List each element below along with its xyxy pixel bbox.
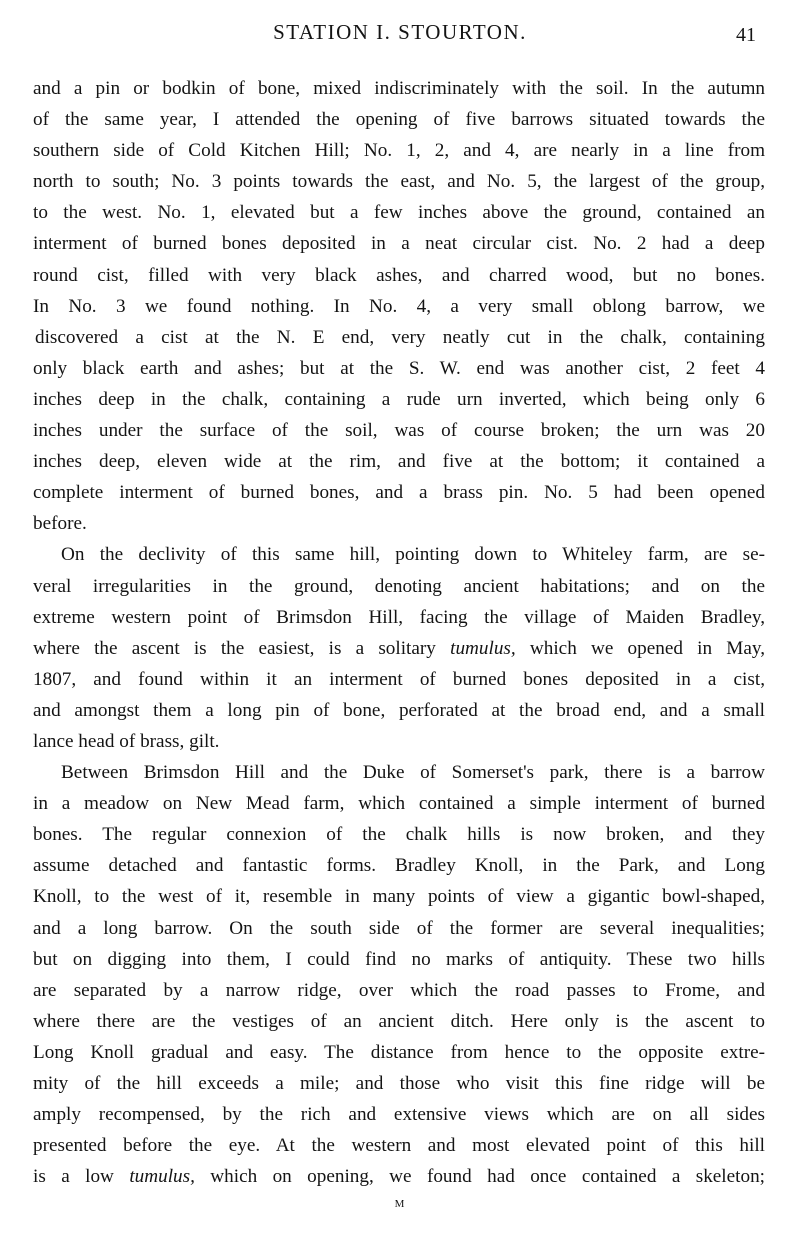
text-run: which we opened in May, [529,637,766,659]
text-line: in a meadow on New Mead farm, which contained a simple interment of burned [33,793,765,815]
text-line: only black earth and ashes; but at the S. W. end was another cist, 2 feet 4 [33,357,765,379]
running-head [0,20,800,50]
text-line: extreme western point of Brimsdon Hill, facing the village of Maiden Bradley, [33,606,765,628]
text-line: Long Knoll gradual and easy. The distance from hence to the opposite extre- [33,1041,765,1063]
text-line: inches deep, eleven wide at the rim, and five at the bottom; it contained a [33,451,765,473]
text-line: veral irregularities in the ground, denoting ancient habitations; and on the [33,575,765,597]
text-line: bones. The regular connexion of the chalk hills is now broken, and they [33,824,765,846]
italic-term: tumulus, [450,637,516,659]
signature-mark: M [394,1198,406,1210]
text-line: In No. 3 we found nothing. In No. 4, a very small oblong barrow, we [33,295,765,317]
text-line: round cist, filled with very black ashes, and charred wood, but no bones. [33,264,765,286]
text-line: lance head of brass, gilt. [33,730,220,752]
text-line: and amongst them a long pin of bone, perforated at the broad end, and a small [33,699,765,721]
text-line: discovered a cist at the N. E end, very neatly cut in the chalk, containing [35,326,765,348]
text-line: 1807, and found within it an interment of burned bones deposited in a cist, [33,668,765,690]
text-line: before. [33,513,87,535]
running-title: STATION I. STOURTON. [273,20,527,44]
body-text [33,73,765,1192]
text-line: southern side of Cold Kitchen Hill; No. 1, 2, and 4, are nearly in a line from [33,140,765,162]
text-line-mixed [33,633,765,664]
text-run: where the ascent is the easiest, is a solitary [33,637,436,659]
paragraph-2 [33,539,765,757]
text-line: of the same year, I attended the opening of five barrows situated towards the [33,109,765,131]
text-line: mity of the hill exceeds a mile; and those who visit this fine ridge will be [33,1073,765,1094]
text-line: On the declivity of this same hill, pointing down to Whiteley farm, are se- [61,544,765,566]
text-line: presented before the eye. At the western and most elevated point of this hill [33,1135,765,1157]
text-line-mixed [33,1161,765,1192]
text-line: Between Brimsdon Hill and the Duke of Somerset's park, there is a barrow [61,762,765,784]
text-line: amply recompensed, by the rich and extensive views which are on all sides [33,1104,765,1126]
text-run: which on opening, we found had once contained a skeleton; [210,1166,766,1188]
text-line: complete interment of burned bones, and a brass pin. No. 5 had been opened [33,482,765,504]
paragraph-3 [33,757,765,1192]
text-run: is a low [33,1166,114,1188]
text-line: Knoll, to the west of it, resemble in many points of view a gigantic bowl-shaped, [33,886,765,908]
text-line: inches under the surface of the soil, was of course broken; the urn was 20 [33,420,765,442]
text-line: to the west. No. 1, elevated but a few inches above the ground, contained an [33,202,765,224]
text-line: assume detached and fantastic forms. Bradley Knoll, in the Park, and Long [33,855,765,877]
text-line: interment of burned bones deposited in a neat circular cist. No. 2 had a deep [33,233,765,255]
text-line: and a pin or bodkin of bone, mixed indiscriminately with the soil. In the autumn [33,78,765,99]
italic-term: tumulus, [129,1166,195,1188]
text-line: inches deep in the chalk, containing a rude urn inverted, which being only 6 [33,388,765,410]
text-line: and a long barrow. On the south side of the former are several inequalities; [33,917,765,939]
text-line: but on digging into them, I could find no marks of antiquity. These two hills [33,948,765,970]
text-line: are separated by a narrow ridge, over which the road passes to Frome, and [33,979,765,1001]
text-line: north to south; No. 3 points towards the east, and No. 5, the largest of the group, [33,171,765,193]
page-number: 41 [736,24,756,46]
paragraph-1 [33,73,765,539]
text-line: where there are the vestiges of an ancient ditch. Here only is the ascent to [33,1010,765,1032]
